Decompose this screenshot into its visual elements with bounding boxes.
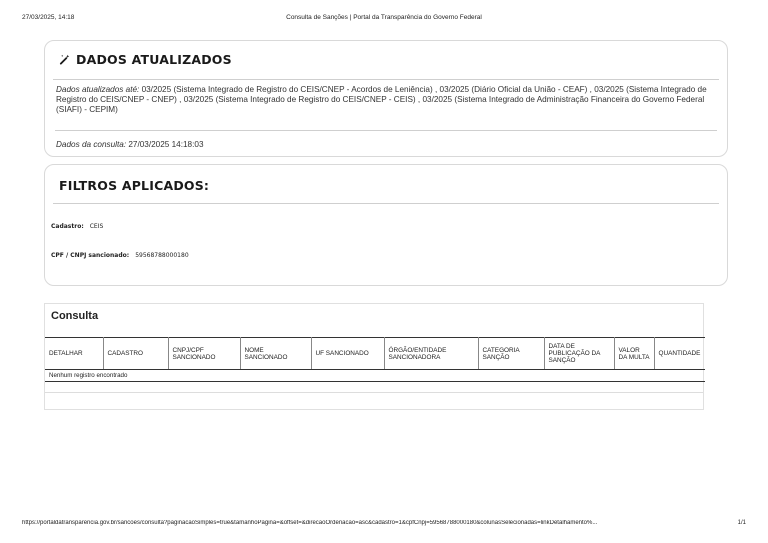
filter-value: CEIS: [89, 223, 104, 230]
column-header-quantidade[interactable]: QUANTIDADE: [654, 338, 705, 370]
print-datetime: 27/03/2025, 14:18: [22, 14, 75, 21]
print-url: https://portaldatransparencia.gov.br/sancoes/consulta?paginacaoSimples=true&tamanhoPagina=&offset=&direcaoOrdenacao=asc&cadastro=1&cpfCnpj=59568788000180&colunasSelecionadas=linkDetalhamento%...: [22, 520, 598, 526]
empty-message: Nenhum registro encontrado: [45, 370, 705, 382]
updated-data-title-text: DADOS ATUALIZADOS: [76, 52, 232, 67]
filter-key: CPF / CNPJ sancionado:: [51, 252, 130, 259]
column-header-data-publicacao[interactable]: DATA DE PUBLICAÇÃO DA SANÇÃO: [544, 338, 614, 370]
table-row: [45, 370, 705, 382]
column-header-valor-multa[interactable]: VALOR DA MULTA: [614, 338, 654, 370]
updated-label: Dados atualizados até:: [56, 85, 140, 94]
column-header-nome[interactable]: NOME SANCIONADO: [240, 338, 311, 370]
query-date-value: 27/03/2025 14:18:03: [126, 140, 204, 149]
query-date: [56, 140, 204, 149]
divider: [45, 392, 703, 393]
filter-row-cadastro: [51, 223, 103, 230]
column-header-orgao[interactable]: ÓRGÃO/ENTIDADE SANCIONADORA: [384, 338, 478, 370]
column-header-uf[interactable]: UF SANCIONADO: [311, 338, 384, 370]
column-header-cadastro[interactable]: CADASTRO: [103, 338, 168, 370]
print-header: [22, 14, 746, 24]
magic-wand-icon: [59, 54, 70, 65]
applied-filters-title: FILTROS APLICADOS:: [59, 178, 210, 193]
divider: [53, 203, 719, 204]
column-header-detalhar[interactable]: DETALHAR: [45, 338, 103, 370]
filter-key: Cadastro:: [51, 223, 84, 230]
column-header-categoria[interactable]: CATEGORIA SANÇÃO: [478, 338, 544, 370]
updated-data-card: [44, 40, 728, 157]
print-page-title: Consulta de Sanções | Portal da Transparência do Governo Federal: [286, 14, 482, 21]
applied-filters-card: [44, 164, 728, 286]
results-section: [44, 303, 704, 410]
column-header-cnpj-cpf[interactable]: CNPJ/CPF SANCIONADO: [168, 338, 240, 370]
print-page-number: 1/1: [737, 520, 746, 526]
table-header-row: [45, 338, 705, 370]
query-date-label: Dados da consulta:: [56, 140, 127, 149]
divider: [53, 79, 719, 80]
updated-data-title: [59, 52, 232, 67]
updated-info: [56, 85, 716, 114]
results-table: [45, 337, 705, 382]
filter-row-cpf-cnpj: [51, 252, 189, 259]
filter-value: 59568788000180: [135, 252, 189, 259]
results-title: Consulta: [51, 310, 99, 322]
updated-text: 03/2025 (Sistema Integrado de Registro do CEIS/CNEP - Acordos de Leniência) , 03/2025 (Diário Oficial da União - CEAF) , 03/2025 (Sistema Integrado de Registro do CEIS/CNEP - CNEP) , 03/2025 (Sistema Integrado de Registro do CEIS/CNEP - CEIS) , 03/2025 (Sistema Integrado de Administração Financeira do Governo Federal (SIAFI) - CEPIM): [56, 85, 707, 114]
divider: [55, 130, 717, 131]
